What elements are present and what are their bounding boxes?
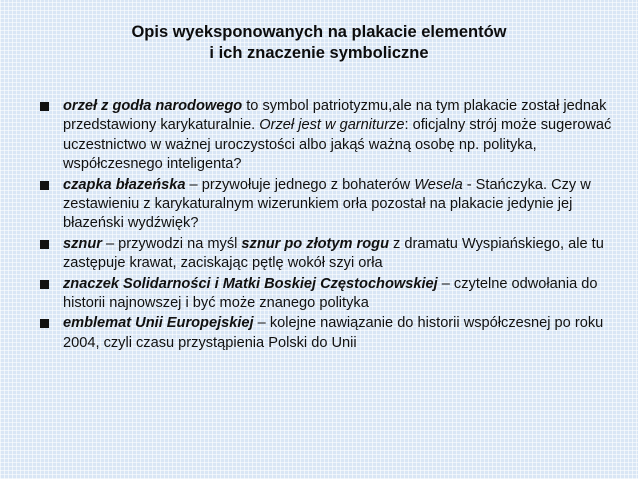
bullet-text: – przywodzi na myśl (101, 235, 242, 252)
bullet-text: – czytelne odwołania do historii najnowszej i być może znanego polityka (63, 275, 598, 312)
bullet-text: – przywołuje jednego z bohaterów (185, 176, 415, 193)
bullet-term: sznur po złotym rogu (241, 235, 389, 252)
bullet-emphasis: Wesela (414, 176, 463, 193)
square-bullet-icon (40, 102, 49, 111)
bullet-term: orzeł z godła narodowego (63, 98, 243, 114)
square-bullet-icon (40, 280, 49, 289)
slide-title-line-2: i ich znaczenie symboliczne (209, 44, 429, 62)
bullet-term: emblemat Unii Europejskiej (63, 315, 254, 332)
slide-title-line-1: Opis wyeksponowanych na plakacie elementów (131, 23, 507, 41)
bullet-text: to symbol patriotyzmu,ale na tym plakacie został jednak przedstawiony karykaturalnie. (63, 98, 607, 134)
bullet-item (40, 275, 620, 314)
bullet-item (40, 235, 620, 274)
bullet-text: – kolejne nawiązanie do historii współczesnej po roku 2004, czyli czasu przystąpienia Polski do Unii (63, 315, 604, 351)
square-bullet-icon (40, 181, 49, 190)
bullet-text: - Stańczyka. Czy w zestawieniu z karykaturalnym wizerunkiem orła pozostał na plakacie jedynie jej błazeński wydźwięk? (63, 176, 591, 232)
bullet-list (40, 97, 620, 354)
bullet-item (40, 176, 620, 234)
bullet-item (40, 314, 620, 353)
bullet-text: z dramatu Wyspiańskiego, ale tu zastępuje krawat, zaciskając pętlę wokół szyi orła (63, 235, 604, 272)
bullet-item (40, 97, 620, 175)
bullet-term: czapka błazeńska (63, 176, 186, 193)
bullet-text: : oficjalny strój może sugerować uczestnictwo w ważnej uroczystości albo jakąś ważną osobę np. polityka, współczesnego inteligenta? (63, 117, 612, 173)
square-bullet-icon (40, 240, 49, 249)
bullet-term: znaczek Solidarności i Matki Boskiej Częstochowskiej (63, 275, 438, 292)
square-bullet-icon (40, 319, 49, 328)
slide-title (0, 22, 638, 64)
bullet-emphasis: Orzeł jest w garniturze (259, 117, 405, 134)
bullet-term: sznur (63, 235, 102, 252)
